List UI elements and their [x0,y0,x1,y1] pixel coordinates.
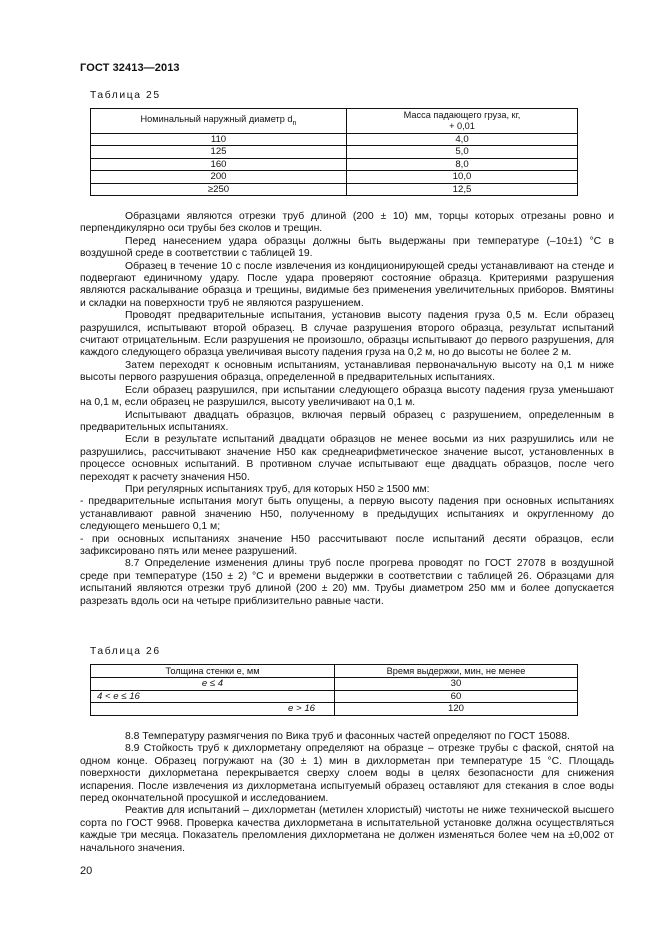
list-item: - при основных испытаниях значение Н50 рассчитывают после испытаний десяти образцов, если зафиксировано пять или менее разрушений. [80,533,614,557]
table-25-caption: Таблица 25 [90,90,161,101]
table-25-header-diameter: Номинальный наружный диаметр $d_n$ [91,109,347,134]
table-row: 4 < e ≤ 16 60 [91,690,578,703]
paragraph: Образцами являются отрезки труб длиной (200 ± 10) мм, торцы которых отрезаны ровно и перпендикулярно оси трубы без сколов и трещин. [80,211,614,235]
paragraph: Перед нанесением удара образцы должны быть выдержаны при температуре (–10±1) °С в воздушной среде в соответствии с таблицей 19. [80,235,614,260]
list-item: - предварительные испытания могут быть опущены, а первую высоту падения при основных испытаниях устанавливают равной значению Н50, полученному в предыдущих испытаниях и округленному до следующего меньшего 0,1 м; [80,496,614,533]
table-row: 110 4,0 [91,134,578,146]
paragraph: При регулярных испытаниях труб, для которых Н50 ≥ 1500 мм: [125,483,430,495]
table-25-header-mass: Масса падающего груза, кг, + 0,01 [347,109,578,134]
table-25 [90,108,578,196]
table-26 [90,664,578,716]
section-8-7: 8.7 Определение изменения длины труб после прогрева проводят по ГОСТ 27078 в воздушной среде при температуре (150 ± 2) °С и времени выдержки в соответствии с таблицей 26. Образцами для испытаний являются отрезки труб длиной (200 ± 20) мм. Трубы диаметром 250 мм и более допускается разрезать вдоль оси на четыре приблизительно равные части. [80,558,614,607]
table-26-header-thickness: Толщина стенки e, мм [91,665,335,678]
page-number: 20 [80,865,93,877]
paragraph: Реактив для испытаний – дихлорметан (метилен хлористый) чистоты не ниже технической высшего сорта по ГОСТ 9968. Проверка качества дихлорметана в испытательной установке должна осуществляться каждые три месяца. Показатель преломления дихлорметана не должен изменяться более чем на ±0,002 от начального значения. [80,805,614,854]
document-header: ГОСТ 32413—2013 [80,62,180,74]
table-row: 200 10,0 [91,171,578,183]
paragraph: Образец в течение 10 с после извлечения из кондиционирующей среды устанавливают на стенде и подвергают единичному удару. После удара проверяют состояние образца. Критериями разрушения являются раскалывание образца и трещины, видимые без применения увеличительных приборов. Вмятины и складки на поверхности труб не являются разрушением. [80,260,614,309]
body-text-block-1 [80,211,614,608]
table-row: e > 16 120 [91,703,578,716]
paragraph: Затем переходят к основным испытаниям, устанавливая первоначальную высоту на 0,1 м ниже высоты первого разрушения образца, определенной в предварительных испытаниях. [80,359,614,384]
table-26-caption: Таблица 26 [90,646,161,657]
paragraph: Испытывают двадцать образцов, включая первый образец с разрушением, определенным в предварительных испытаниях. [80,409,614,433]
table-row: e ≤ 4 30 [91,678,578,691]
body-text-block-2 [80,731,614,855]
table-26-header-time: Время выдержки, мин, не менее [335,665,578,678]
table-row: 125 5,0 [91,146,578,158]
section-8-9: 8.9 Стойкость труб к дихлорметану определяют на образце – отрезке трубы с фаской, снятой на одном конце. Образец погружают на (30 ± 1) мин в дихлорметан при температуре 15 °С. Площадь поверхности дихлорметана перекрывается сверху слоем воды в целях безопасности для снижения испарения. После извлечения из дихлорметана испытуемый образец оставляют для стекания в слое воды перед окончательной просушкой и исследованием. [80,743,614,805]
table-row: 160 8,0 [91,158,578,170]
table-row: ≥250 12,5 [91,183,578,195]
paragraph: Если в результате испытаний двадцати образцов не менее восьми из них разрушились или не разрушились, рассчитывают значение Н50 как среднеарифметическое значение высот, установленных в процессе основных испытаний. В противном случае испытывают еще двадцать образцов, после чего переходят к расчету значения Н50. [80,434,614,483]
paragraph: Если образец разрушился, при испытании следующего образца высоту падения груза уменьшают на 0,1 м, если образец не разрушился, высоту увеличивают на 0,1 м. [80,384,614,409]
paragraph: Проводят предварительные испытания, установив высоту падения груза 0,5 м. Если образец разрушился, испытывают второй образец. В случае разрушения второго образца, результат испытаний считают отрицательным. Если разрушения не произошло, образцы испытывают до первого разрушения, для каждого следующего образца увеличивая высоту падения груза на 0,2 м, но до высоты не более 2 м. [80,310,614,359]
section-8-8: 8.8 Температуру размягчения по Вика труб и фасонных частей определяют по ГОСТ 15088. [125,731,570,742]
